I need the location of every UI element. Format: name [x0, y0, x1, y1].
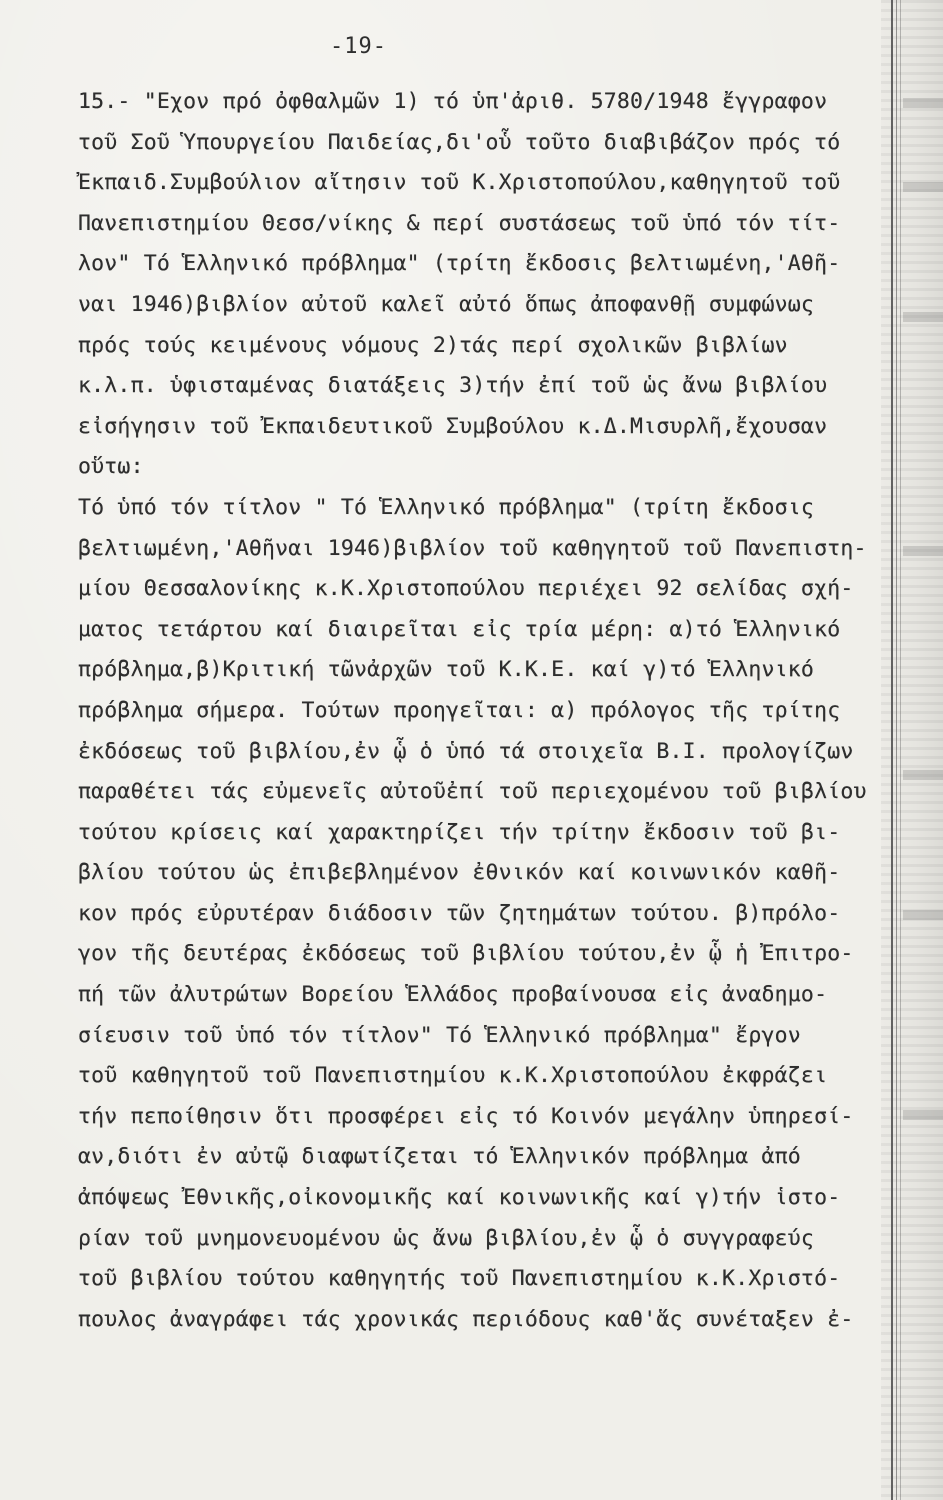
text-line: ρίαν τοῦ μνημονευομένου ὡς ἄνω βιβλίου,ἐν ᾧ ὁ συγγραφεύς	[78, 1225, 815, 1251]
text-line: σίευσιν τοῦ ὑπό τόν τίτλον" Τό Ἑλληνικό πρόβλημα" ἔργον	[78, 1022, 801, 1048]
bleed-through-mark	[903, 770, 943, 780]
text-line: μίου Θεσσαλονίκης κ.Κ.Χριστοπούλου περιέχει 92 σελίδας σχή-	[78, 576, 854, 602]
typewritten-body	[78, 82, 878, 1340]
text-line: πρός τούς κειμένους νόμους 2)τάς περί σχολικῶν βιβλίων	[78, 332, 788, 358]
page-number: -19-	[330, 34, 387, 59]
bleed-through-mark	[903, 312, 943, 322]
text-line: ματος τετάρτου καί διαιρεῖται εἰς τρία μέρη: α)τό Ἑλληνικό	[78, 616, 841, 642]
text-line: πρόβλημα,β)Κριτική τῶνἀρχῶν τοῦ Κ.Κ.Ε. καί γ)τό Ἑλληνικό	[78, 657, 815, 683]
bleed-through-mark	[903, 910, 943, 920]
text-line: κον πρός εὐρυτέραν διάδοσιν τῶν ζητημάτων τούτου. β)πρόλο-	[78, 900, 841, 926]
text-line: τοῦ καθηγητοῦ τοῦ Πανεπιστημίου κ.Κ.Χριστοπούλου ἐκφράζει	[78, 1063, 828, 1089]
bleed-through-mark	[903, 182, 943, 192]
text-line: κ.λ.π. ὑφισταμένας διατάξεις 3)τήν ἐπί τοῦ ὡς ἄνω βιβλίου	[78, 373, 828, 399]
adjacent-page-edge	[881, 0, 943, 1500]
text-line: Τό ὑπό τόν τίτλον " Τό Ἑλληνικό πρόβλημα" (τρίτη ἔκδοσις	[78, 494, 815, 520]
text-line: τοῦ Σοῦ Ὑπουργείου Παιδείας,δι'οὗ τοῦτο διαβιβάζον πρός τό	[78, 129, 841, 155]
text-line: τοῦ βιβλίου τούτου καθηγητής τοῦ Πανεπιστημίου κ.Κ.Χριστό-	[78, 1266, 841, 1292]
bleed-through-mark	[903, 1110, 943, 1120]
text-line: οὕτω:	[78, 454, 144, 480]
text-line: ἐκδόσεως τοῦ βιβλίου,ἐν ᾧ ὁ ὑπό τά στοιχεῖα Β.Ι. προλογίζων	[78, 738, 854, 764]
text-line: 15.- "Εχον πρό ὀφθαλμῶν 1) τό ὑπ'ἀριθ. 5780/1948 ἔγγραφον	[78, 89, 828, 114]
text-line: πουλος ἀναγράφει τάς χρονικάς περιόδους καθ'ἅς συνέταξεν ἐ-	[78, 1306, 854, 1332]
text-line: λον" Τό Ἑλληνικό πρόβλημα" (τρίτη ἔκδοσις βελτιωμένη,'Αθῆ-	[78, 251, 841, 277]
text-line: ἀπόψεως Ἐθνικῆς,οἰκονομικῆς καί κοινωνικῆς καί γ)τήν ἱστο-	[78, 1185, 841, 1211]
text-line: πρόβλημα σήμερα. Τούτων προηγεῖται: α) πρόλογος τῆς τρίτης	[78, 697, 841, 723]
page-edge-line	[900, 0, 901, 1500]
text-line: εἰσήγησιν τοῦ Ἐκπαιδευτικοῦ Συμβούλου κ.Δ.Μισυρλῆ,ἔχουσαν	[78, 413, 828, 439]
text-line: αν,διότι ἐν αὐτῷ διαφωτίζεται τό Ἑλληνικόν πρόβλημα ἀπό	[78, 1144, 801, 1170]
text-line: πή τῶν ἀλυτρώτων Βορείου Ἑλλάδος προβαίνουσα εἰς ἀναδημο-	[78, 982, 828, 1008]
page-edge-line	[891, 0, 893, 1500]
text-line: γον τῆς δευτέρας ἐκδόσεως τοῦ βιβλίου τούτου,ἐν ᾧ ἡ Ἐπιτρο-	[78, 941, 854, 967]
text-line: Πανεπιστημίου Θεσσ/νίκης & περί συστάσεως τοῦ ὑπό τόν τίτ-	[78, 210, 841, 236]
bleed-through-mark	[903, 546, 943, 556]
bleed-through-mark	[903, 98, 943, 108]
text-line: βλίου τούτου ὡς ἐπιβεβλημένον ἐθνικόν καί κοινωνικόν καθῆ-	[78, 860, 841, 886]
text-line: παραθέτει τάς εὐμενεῖς αὐτοῦἐπί τοῦ περιεχομένου τοῦ βιβλίου	[78, 779, 867, 805]
text-line: Ἐκπαιδ.Συμβούλιον αἴτησιν τοῦ Κ.Χριστοπούλου,καθηγητοῦ τοῦ	[78, 170, 841, 196]
text-line: τούτου κρίσεις καί χαρακτηρίζει τήν τρίτην ἔκδοσιν τοῦ βι-	[78, 819, 841, 845]
text-line: βελτιωμένη,'Αθῆναι 1946)βιβλίον τοῦ καθηγητοῦ τοῦ Πανεπιστη-	[78, 535, 867, 561]
text-line: τήν πεποίθησιν ὅτι προσφέρει εἰς τό Κοινόν μεγάλην ὑπηρεσί-	[78, 1103, 854, 1129]
text-line: ναι 1946)βιβλίον αὐτοῦ καλεῖ αὐτό ὅπως ἀποφανθῇ συμφώνως	[78, 291, 815, 317]
page-edge-line	[896, 0, 897, 1500]
